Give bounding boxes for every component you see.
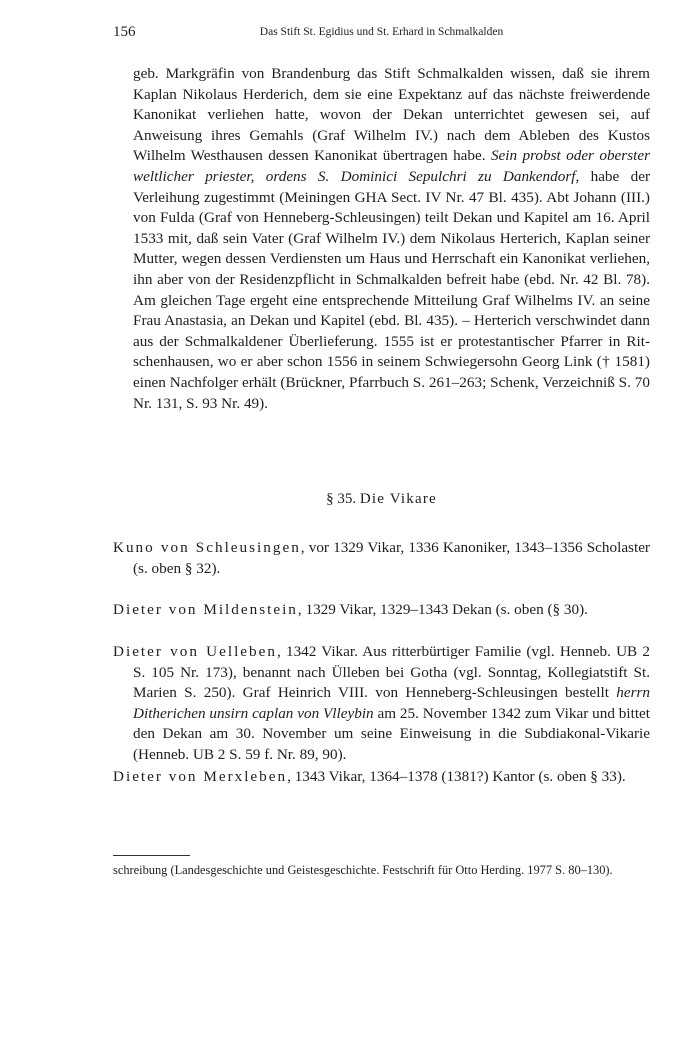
- running-title: Das Stift St. Egidius und St. Erhard in Schmalkalden: [259, 26, 504, 38]
- entry-text-2: am 25. November 1342 zum Vikar und bittet den Dekan am 30. November um seine Einweisung in die Subdiakonal-Vikarie (Henneb. UB 2 S. 59 f. Nr. 89, 90).: [133, 704, 650, 763]
- entry-name: Dieter von Mildenstein: [113, 601, 298, 618]
- entry-dieter-von-uelleben: [113, 642, 650, 766]
- entry-name: Dieter von Uelleben: [113, 643, 277, 660]
- paragraph-text-2: habe der Verleihung zugestimmt (Meiningen GHA Sect. IV Nr. 47 Bl. 435). Abt Johann (III.) von Fulda (Graf von Henneberg-Schleusingen) teilt Dekan und Kapitel am 16. April 1533 mit, daß sein Vater (Graf Wilhelm IV.) dem Nikolaus Herterich, Kaplan seiner Mutter, wegen dessen Verdiensten um Haus und Herrschaft ein Kanonikat verliehen, ihn aber von der Residenzpflicht in Schmalkalden befreit habe (ebd. Nr. 42 Bl. 78). Am gleichen Tage ergeht eine entsprechende Mitteilung Graf Wilhelms IV. an seine Frau Anastasia, an Dekan und Kapitel (ebd. Bl. 435). – Herterich verschwindet dann aus der Schmalkaldener Überlieferung. 1555 ist er protestantischer Pfarrer in Ritschenhausen, wo er aber schon 1556 in seinem Schwiegersohn Georg Link († 1581) einen Nachfolger erhält (Brückner, Pfarrbuch S. 261–263; Schenk, Verzeichniß S. 70 Nr. 131, S. 93 Nr. 49).: [133, 167, 650, 412]
- entry-name: Kuno von Schleusingen: [113, 539, 301, 556]
- page-number: 156: [113, 24, 136, 40]
- entry-dieter-von-merxleben: [113, 767, 650, 788]
- page-header: [113, 24, 650, 46]
- quoted-source-text: Sein probst oder oberster weltlicher priester, ordens S. Dominici Sepulchri zu Dankendorf,: [133, 147, 650, 185]
- footnote: schreibung (Landesgeschichte und Geistesgeschichte. Festschrift für Otto Herding. 1977 S. 80–130).: [113, 863, 613, 877]
- entry-text: , 1329 Vikar, 1329–1343 Dekan (s. oben (§ 30).: [297, 601, 588, 618]
- entry-text: , 1343 Vikar, 1364–1378 (1381?) Kantor (s. oben § 33).: [287, 768, 626, 785]
- quoted-source-text: herrn Ditherichen unsirn caplan von Vlleybin: [133, 684, 650, 722]
- entry-kuno-von-schleusingen: [113, 538, 650, 579]
- section-number: § 35.: [326, 491, 357, 507]
- continuation-paragraph: [113, 64, 650, 414]
- entry-text-1: , 1342 Vikar. Aus ritterbürtiger Familie (vgl. Henneb. UB 2 S. 105 Nr. 173), benannt nach Ülleben bei Gotha (vgl. Sonntag, Kollegiatstift St. Marien S. 250). Graf Heinrich VIII. von Henneberg-Schleusingen bestellt: [133, 643, 650, 702]
- entry-text: , vor 1329 Vikar, 1336 Kanoniker, 1343–1356 Scholaster (s. oben § 32).: [133, 539, 650, 577]
- section-title: Die Vikare: [359, 491, 437, 507]
- paragraph-text-1: geb. Markgräfin von Brandenburg das Stift Schmalkalden wissen, daß sie ihrem Kaplan Nikolaus Herderich, dem sie eine Expektanz auf das nächste freiwerdende Kanonikat verliehen hatte, wovon der Dekan unterrichtet gewesen sei, auf Anweisung ihres Gemahls (Graf Wilhelm IV.) nach dem Ableben des Kustos Wilhelm Westhausen dessen Kanonikat übertragen habe.: [133, 65, 650, 165]
- entry-dieter-von-mildenstein: [113, 600, 650, 621]
- section-heading: [113, 491, 650, 508]
- entry-name: Dieter von Merxleben: [113, 768, 288, 785]
- footnote-divider: [113, 855, 190, 856]
